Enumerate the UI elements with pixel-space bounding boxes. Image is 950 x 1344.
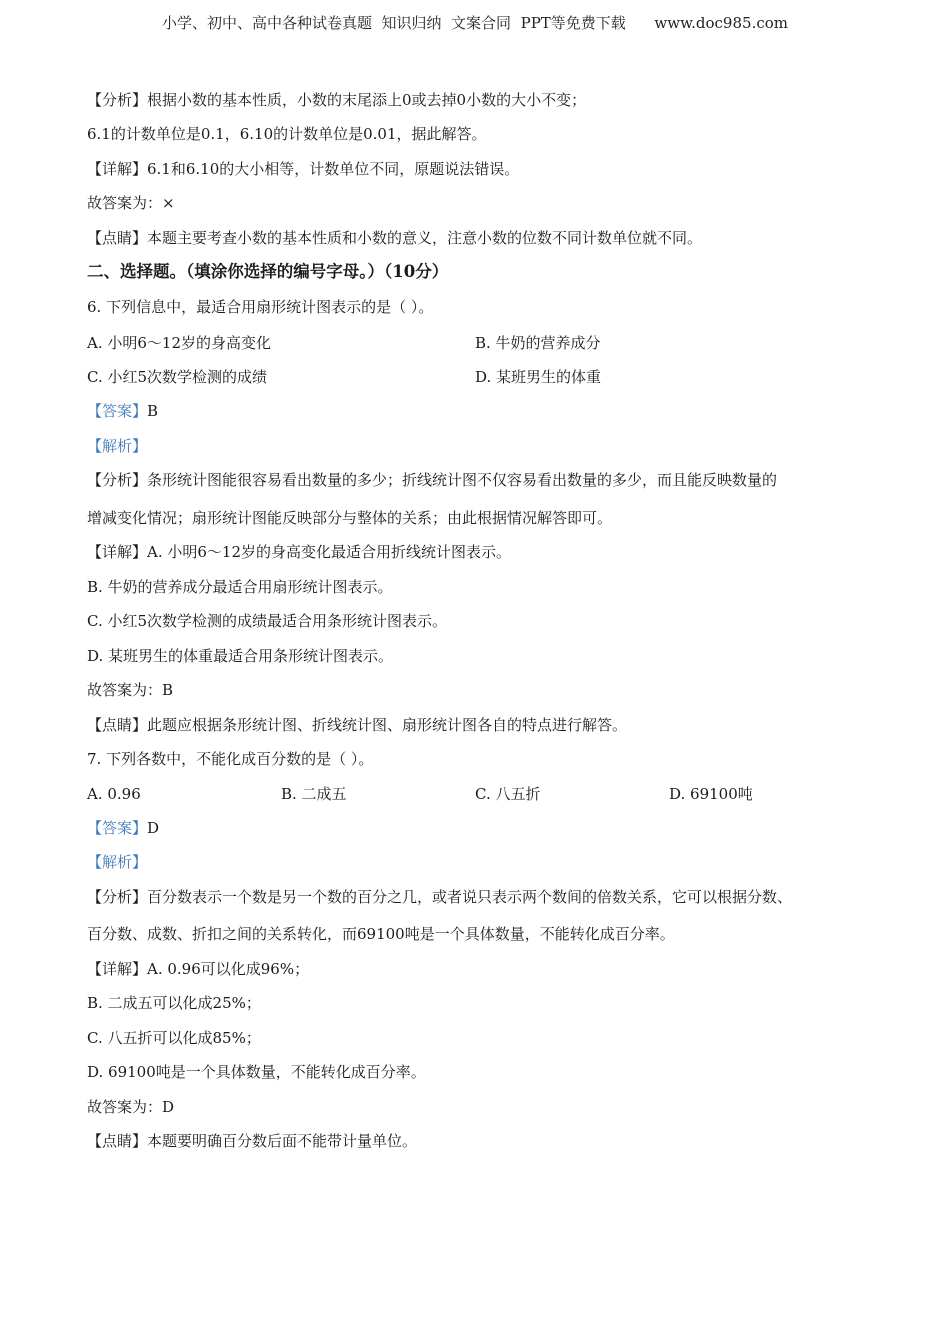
q7-option-a: A. 0.96	[87, 785, 141, 803]
q6-option-b: B. 牛奶的营养成分	[475, 334, 601, 352]
q5-final-answer: 故答案为：×	[87, 194, 175, 212]
q7-detail-b: B. 二成五可以化成25%；	[87, 994, 261, 1012]
q5-comment: 【点睛】本题主要考查小数的基本性质和小数的意义，注意小数的位数不同计数单位就不同。	[87, 229, 703, 247]
q7-answer-tag: 【答案】	[87, 819, 148, 837]
q7-answer-row	[87, 818, 159, 838]
q5-analysis: 【分析】根据小数的基本性质，小数的末尾添上0或去掉0小数的大小不变；	[87, 91, 587, 109]
section-heading: 二、选择题。（填涂你选择的编号字母。）（10分）	[87, 262, 449, 281]
q6-detail-b: B. 牛奶的营养成分最适合用扇形统计图表示。	[87, 578, 393, 596]
q7-jiexi: 【解析】	[87, 853, 148, 871]
q7-comment: 【点睛】本题要明确百分数后面不能带计量单位。	[87, 1132, 418, 1150]
q6-detail-d: D. 某班男生的体重最适合用条形统计图表示。	[87, 647, 394, 665]
q6-detail-a: 【详解】A. 小明6～12岁的身高变化最适合用折线统计图表示。	[87, 543, 512, 561]
q6-jiexi: 【解析】	[87, 437, 148, 455]
q7-answer: D	[147, 819, 160, 837]
q7-analysis: 【分析】百分数表示一个数是另一个数的百分之几，或者说只表示两个数间的倍数关系，它可以根据分数、	[87, 888, 793, 906]
q7-option-c: C. 八五折	[475, 785, 541, 803]
q5-analysis-2: 6.1的计数单位是0.1，6.10的计数单位是0.01，据此解答。	[87, 125, 487, 143]
q6-answer: B	[147, 402, 159, 420]
q6-analysis-2: 增减变化情况；扇形统计图能反映部分与整体的关系；由此根据情况解答即可。	[87, 509, 613, 527]
q6-analysis: 【分析】条形统计图能很容易看出数量的多少；折线统计图不仅容易看出数量的多少，而且能反映数量的	[87, 471, 778, 489]
q7-detail-a: 【详解】A. 0.96可以化成96%；	[87, 960, 310, 978]
q6-option-c: C. 小红5次数学检测的成绩	[87, 368, 268, 386]
q6-option-d: D. 某班男生的体重	[475, 368, 602, 386]
q6-detail-c: C. 小红5次数学检测的成绩最适合用条形统计图表示。	[87, 612, 448, 630]
q7-option-b: B. 二成五	[281, 785, 347, 803]
q7-option-d: D. 69100吨	[669, 785, 753, 803]
q7-final-answer: 故答案为：D	[87, 1098, 175, 1116]
q6-answer-tag: 【答案】	[87, 402, 148, 420]
q6-comment: 【点睛】此题应根据条形统计图、折线统计图、扇形统计图各自的特点进行解答。	[87, 716, 628, 734]
q6-answer-row	[87, 401, 158, 421]
q7-detail-c: C. 八五折可以化成85%；	[87, 1029, 261, 1047]
q7-detail-d: D. 69100吨是一个具体数量，不能转化成百分率。	[87, 1063, 426, 1081]
q6-question: 6. 下列信息中，最适合用扇形统计图表示的是（ ）。	[87, 298, 434, 316]
q6-option-a: A. 小明6～12岁的身高变化	[87, 334, 271, 352]
page-header: 小学、初中、高中各种试卷真题 知识归纳 文案合同 PPT等免费下载 www.doc985.com	[161, 14, 788, 32]
q7-analysis-2: 百分数、成数、折扣之间的关系转化，而69100吨是一个具体数量，不能转化成百分率。	[87, 925, 675, 943]
q5-detail: 【详解】6.1和6.10的大小相等，计数单位不同，原题说法错误。	[87, 160, 520, 178]
q7-question: 7. 下列各数中，不能化成百分数的是（ ）。	[87, 750, 374, 768]
q6-final-answer: 故答案为：B	[87, 681, 174, 699]
